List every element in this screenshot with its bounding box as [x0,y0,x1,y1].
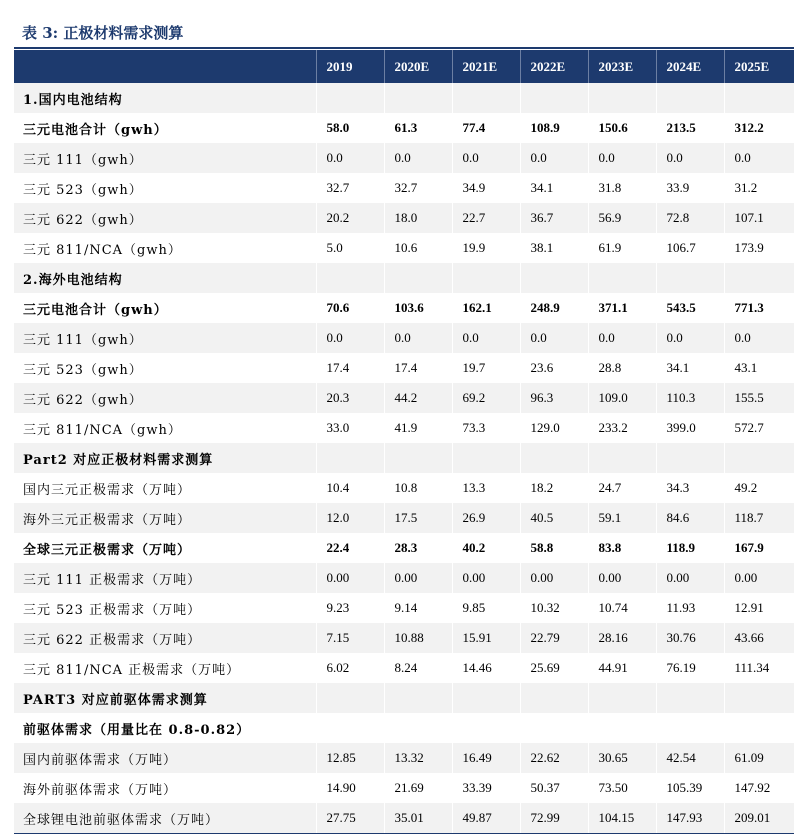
value-cell: 312.2 [724,113,794,143]
value-cell: 33.0 [316,413,384,443]
header-cell: 2025E [724,50,794,83]
row-label: 三元 523 正极需求（万吨） [14,593,316,623]
value-cell: 0.0 [588,143,656,173]
value-cell: 147.93 [656,803,724,834]
value-cell: 14.90 [316,773,384,803]
value-cell: 399.0 [656,413,724,443]
value-cell: 10.32 [520,593,588,623]
value-cell: 155.5 [724,383,794,413]
row-label: 三元 523（gwh） [14,353,316,383]
value-cell: 16.49 [452,743,520,773]
value-cell [520,443,588,473]
value-cell: 5.0 [316,233,384,263]
row-label: 海外三元正极需求（万吨） [14,503,316,533]
value-cell: 10.6 [384,233,452,263]
value-cell: 28.3 [384,533,452,563]
value-cell: 0.00 [520,563,588,593]
row-label: 国内三元正极需求（万吨） [14,473,316,503]
value-cell: 12.91 [724,593,794,623]
value-cell: 23.6 [520,353,588,383]
value-cell: 28.8 [588,353,656,383]
value-cell: 35.01 [384,803,452,834]
value-cell: 20.3 [316,383,384,413]
table-body [14,83,794,834]
value-cell: 22.4 [316,533,384,563]
value-cell: 28.16 [588,623,656,653]
value-cell [520,683,588,713]
table-row [14,413,794,443]
value-cell: 34.1 [520,173,588,203]
value-cell: 118.7 [724,503,794,533]
value-cell: 109.0 [588,383,656,413]
value-cell: 0.0 [316,143,384,173]
table-row [14,203,794,233]
value-cell [384,83,452,113]
value-cell: 233.2 [588,413,656,443]
value-cell: 13.32 [384,743,452,773]
value-cell [724,713,794,743]
value-cell [656,263,724,293]
value-cell: 9.85 [452,593,520,623]
value-cell: 9.23 [316,593,384,623]
value-cell: 104.15 [588,803,656,834]
value-cell: 77.4 [452,113,520,143]
value-cell: 0.00 [656,563,724,593]
row-label: 三元电池合计（gwh） [14,293,316,323]
value-cell [588,713,656,743]
value-cell: 25.69 [520,653,588,683]
value-cell: 61.3 [384,113,452,143]
value-cell: 0.0 [520,143,588,173]
value-cell: 0.00 [384,563,452,593]
value-cell: 61.9 [588,233,656,263]
value-cell: 111.34 [724,653,794,683]
value-cell [588,83,656,113]
table-row [14,653,794,683]
value-cell [316,263,384,293]
title-rule [14,47,794,49]
value-cell: 49.2 [724,473,794,503]
value-cell: 0.0 [724,143,794,173]
value-cell [656,83,724,113]
header-cell: 2021E [452,50,520,83]
value-cell: 14.46 [452,653,520,683]
row-label: 海外前驱体需求（万吨） [14,773,316,803]
value-cell: 110.3 [656,383,724,413]
value-cell: 8.24 [384,653,452,683]
value-cell: 34.9 [452,173,520,203]
row-label: PART3 对应前驱体需求测算 [14,683,316,713]
value-cell: 72.8 [656,203,724,233]
value-cell: 19.9 [452,233,520,263]
value-cell: 0.0 [384,143,452,173]
row-label: 三元 111 正极需求（万吨） [14,563,316,593]
table-row [14,533,794,563]
value-cell [452,83,520,113]
table-row [14,743,794,773]
value-cell: 58.0 [316,113,384,143]
value-cell [384,713,452,743]
table-row [14,353,794,383]
value-cell: 49.87 [452,803,520,834]
value-cell: 108.9 [520,113,588,143]
value-cell [588,683,656,713]
value-cell [656,683,724,713]
row-label: 三元 811/NCA（gwh） [14,413,316,443]
value-cell: 22.7 [452,203,520,233]
value-cell: 248.9 [520,293,588,323]
value-cell: 173.9 [724,233,794,263]
value-cell: 38.1 [520,233,588,263]
value-cell: 17.5 [384,503,452,533]
value-cell: 10.74 [588,593,656,623]
value-cell: 73.50 [588,773,656,803]
table-row [14,593,794,623]
value-cell: 44.91 [588,653,656,683]
value-cell [316,443,384,473]
value-cell: 0.0 [452,143,520,173]
value-cell: 84.6 [656,503,724,533]
value-cell [384,443,452,473]
table-row [14,473,794,503]
value-cell: 20.2 [316,203,384,233]
value-cell [724,683,794,713]
table-row [14,233,794,263]
value-cell: 69.2 [452,383,520,413]
value-cell: 7.15 [316,623,384,653]
value-cell: 0.0 [384,323,452,353]
value-cell: 30.76 [656,623,724,653]
value-cell: 33.9 [656,173,724,203]
header-cell: 2019 [316,50,384,83]
table-row [14,113,794,143]
value-cell: 12.0 [316,503,384,533]
value-cell: 10.8 [384,473,452,503]
value-cell: 0.0 [452,323,520,353]
table-row [14,623,794,653]
row-label: 1.国内电池结构 [14,83,316,113]
value-cell: 34.3 [656,473,724,503]
value-cell: 41.9 [384,413,452,443]
row-label: 2.海外电池结构 [14,263,316,293]
value-cell: 6.02 [316,653,384,683]
row-label: 三元电池合计（gwh） [14,113,316,143]
value-cell: 42.54 [656,743,724,773]
value-cell: 73.3 [452,413,520,443]
value-cell: 18.0 [384,203,452,233]
value-cell: 33.39 [452,773,520,803]
row-label: 三元 811/NCA 正极需求（万吨） [14,653,316,683]
header-cell: 2023E [588,50,656,83]
value-cell: 0.00 [588,563,656,593]
table-row [14,293,794,323]
value-cell: 31.8 [588,173,656,203]
value-cell: 26.9 [452,503,520,533]
value-cell [452,683,520,713]
section-row [14,443,794,473]
value-cell: 58.8 [520,533,588,563]
value-cell: 43.1 [724,353,794,383]
value-cell: 56.9 [588,203,656,233]
section-row [14,263,794,293]
value-cell [452,713,520,743]
value-cell: 147.92 [724,773,794,803]
table-row [14,803,794,834]
value-cell: 213.5 [656,113,724,143]
row-label: 三元 111（gwh） [14,323,316,353]
value-cell: 96.3 [520,383,588,413]
value-cell [520,263,588,293]
value-cell [520,83,588,113]
value-cell [384,263,452,293]
value-cell: 32.7 [384,173,452,203]
value-cell [316,83,384,113]
value-cell: 18.2 [520,473,588,503]
section-row [14,713,794,743]
header-cell: 2022E [520,50,588,83]
value-cell: 31.2 [724,173,794,203]
value-cell: 50.37 [520,773,588,803]
section-row [14,83,794,113]
table-row [14,503,794,533]
row-label: Part2 对应正极材料需求测算 [14,443,316,473]
header-cell: 2020E [384,50,452,83]
value-cell: 0.0 [656,323,724,353]
value-cell: 19.7 [452,353,520,383]
value-cell: 150.6 [588,113,656,143]
value-cell: 105.39 [656,773,724,803]
value-cell: 22.62 [520,743,588,773]
value-cell: 11.93 [656,593,724,623]
value-cell: 209.01 [724,803,794,834]
value-cell [384,683,452,713]
table-row [14,383,794,413]
value-cell: 83.8 [588,533,656,563]
value-cell: 0.0 [724,323,794,353]
value-cell: 10.4 [316,473,384,503]
row-label: 前驱体需求（用量比在 0.8-0.82） [14,713,316,743]
value-cell: 17.4 [384,353,452,383]
table-row [14,773,794,803]
table-row [14,563,794,593]
value-cell: 59.1 [588,503,656,533]
value-cell [656,713,724,743]
value-cell: 17.4 [316,353,384,383]
value-cell: 43.66 [724,623,794,653]
value-cell: 30.65 [588,743,656,773]
value-cell: 76.19 [656,653,724,683]
table-header-row [14,50,794,83]
value-cell [656,443,724,473]
value-cell [520,713,588,743]
row-label: 三元 622 正极需求（万吨） [14,623,316,653]
header-cell [14,50,316,83]
table-row [14,323,794,353]
value-cell: 0.00 [724,563,794,593]
header-cell: 2024E [656,50,724,83]
value-cell [316,683,384,713]
value-cell [724,263,794,293]
row-label: 三元 622（gwh） [14,383,316,413]
value-cell: 44.2 [384,383,452,413]
value-cell: 10.88 [384,623,452,653]
value-cell [724,83,794,113]
value-cell: 9.14 [384,593,452,623]
table-row [14,143,794,173]
value-cell: 371.1 [588,293,656,323]
value-cell: 106.7 [656,233,724,263]
value-cell: 40.5 [520,503,588,533]
value-cell: 36.7 [520,203,588,233]
row-label: 三元 111（gwh） [14,143,316,173]
section-row [14,683,794,713]
value-cell: 34.1 [656,353,724,383]
value-cell: 32.7 [316,173,384,203]
value-cell: 0.0 [656,143,724,173]
row-label: 全球三元正极需求（万吨） [14,533,316,563]
value-cell [588,443,656,473]
value-cell: 0.0 [588,323,656,353]
value-cell: 13.3 [452,473,520,503]
table-title: 表 3: 正极材料需求测算 [22,24,184,42]
row-label: 全球锂电池前驱体需求（万吨） [14,803,316,834]
value-cell [316,713,384,743]
value-cell: 22.79 [520,623,588,653]
value-cell [452,443,520,473]
cathode-demand-table [14,50,794,834]
row-label: 国内前驱体需求（万吨） [14,743,316,773]
value-cell: 572.7 [724,413,794,443]
value-cell [724,443,794,473]
value-cell: 70.6 [316,293,384,323]
value-cell: 0.0 [316,323,384,353]
value-cell: 27.75 [316,803,384,834]
value-cell: 543.5 [656,293,724,323]
row-label: 三元 523（gwh） [14,173,316,203]
value-cell: 40.2 [452,533,520,563]
value-cell: 771.3 [724,293,794,323]
value-cell: 0.0 [520,323,588,353]
row-label: 三元 622（gwh） [14,203,316,233]
value-cell: 72.99 [520,803,588,834]
value-cell: 15.91 [452,623,520,653]
value-cell: 0.00 [316,563,384,593]
value-cell: 107.1 [724,203,794,233]
value-cell [588,263,656,293]
table-row [14,173,794,203]
value-cell: 103.6 [384,293,452,323]
value-cell: 61.09 [724,743,794,773]
value-cell [452,263,520,293]
value-cell: 129.0 [520,413,588,443]
value-cell: 162.1 [452,293,520,323]
value-cell: 0.00 [452,563,520,593]
row-label: 三元 811/NCA（gwh） [14,233,316,263]
value-cell: 21.69 [384,773,452,803]
value-cell: 12.85 [316,743,384,773]
value-cell: 118.9 [656,533,724,563]
value-cell: 24.7 [588,473,656,503]
value-cell: 167.9 [724,533,794,563]
